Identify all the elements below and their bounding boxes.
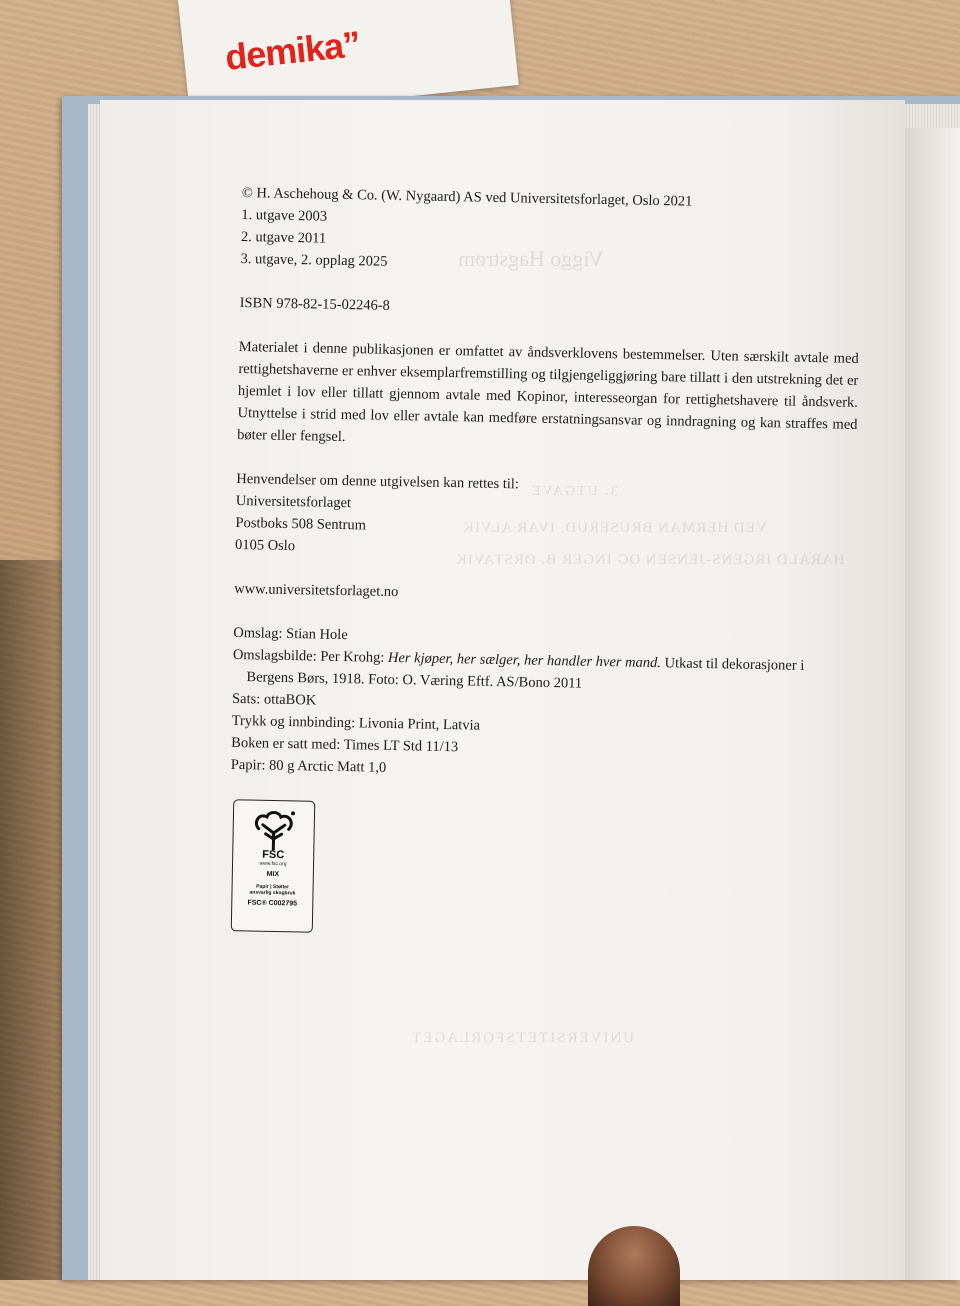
credit-cover-image: Omslagsbilde: Per Krohg: Her kjøper, her sælger, her handler hver mand. Utkast til dekorasjoner i xyxy=(232,646,805,674)
artwork-title: Her kjøper, her sælger, her handler hver mand. xyxy=(387,649,662,672)
show-through-publisher: UNIVERSITETSFORLAGET xyxy=(410,1030,635,1046)
fsc-url: www.fsc.org xyxy=(259,860,287,868)
table-shadow xyxy=(0,560,70,1280)
credit-paper: Papir: 80 g Arctic Matt 1,0 xyxy=(230,756,387,776)
credit-typesetting: Sats: ottaBOK xyxy=(231,690,317,709)
show-through-author: Viggo Hagstrøm xyxy=(458,246,604,271)
credit-font: Boken er satt med: Times LT Std 11/13 xyxy=(231,734,459,756)
edition-line: 3. utgave, 2. opplag 2025 xyxy=(240,250,388,270)
fsc-claim-1: Papir | Støtter xyxy=(256,883,290,891)
colophon-text xyxy=(231,182,862,788)
show-through-contributors-2: HARALD IRGENS-JENSEN OG INGER B. ØRSTAVIK xyxy=(455,552,845,568)
isbn: ISBN 978-82-15-02246-8 xyxy=(239,294,391,314)
legal-notice: Materialet i denne publikasjonen er omfattet av åndsverklovens bestemmelser. Uten særskilt avtale med rettighetshaverne er enhver eksemplarfremstilling og tilgjengeliggjøring bare tillatt i den utstrekning det er hjemlet i lov eller tillatt gjennom avtale med Kopinor, interesseorgan for rettighetshavere til åndsverk. Utnyttelse i strid med lov eller avtale kan medføre erstatningsansvar og inndragning og kan straffes med bøter eller fengsel. xyxy=(236,338,859,446)
publisher-name: Universitetsforlaget xyxy=(235,492,352,512)
postal-box: Postboks 508 Sentrum xyxy=(235,514,367,534)
facing-page xyxy=(905,128,960,1280)
show-through-edition: 3. UTGAVE xyxy=(530,484,618,499)
fsc-mix: MIX xyxy=(266,870,280,879)
copyright-line: © H. Aschehoug & Co. (W. Nygaard) AS ved Universitetsforlaget, Oslo 2021 xyxy=(241,184,693,210)
credit-cover-image-cont: Bergens Børs, 1918. Foto: O. Væring Eftf. AS/Bono 2011 xyxy=(246,669,583,692)
edition-line: 1. utgave 2003 xyxy=(241,206,328,225)
postal-city: 0105 Oslo xyxy=(234,536,296,555)
contact-intro: Henvendelser om denne utgivelsen kan rettes til: xyxy=(236,470,520,493)
website: www.universitetsforlaget.no xyxy=(234,580,399,601)
credit-cover: Omslag: Stian Hole xyxy=(233,624,348,644)
fsc-tree-icon xyxy=(250,809,297,852)
fsc-claim-2: ansvarlig skogbruk xyxy=(249,889,296,897)
credit-printing: Trykk og innbinding: Livonia Print, Latvia xyxy=(231,712,481,734)
edition-line: 2. utgave 2011 xyxy=(240,228,327,247)
show-through-contributors-1: VED HERMAN BRUSERUD, IVAR ALVIK xyxy=(462,520,767,536)
flyer-logo-text: demika” xyxy=(223,23,362,78)
fsc-label xyxy=(231,799,316,933)
fsc-code: FSC® C002795 xyxy=(247,899,298,908)
fsc-brand: FSC xyxy=(262,848,285,862)
